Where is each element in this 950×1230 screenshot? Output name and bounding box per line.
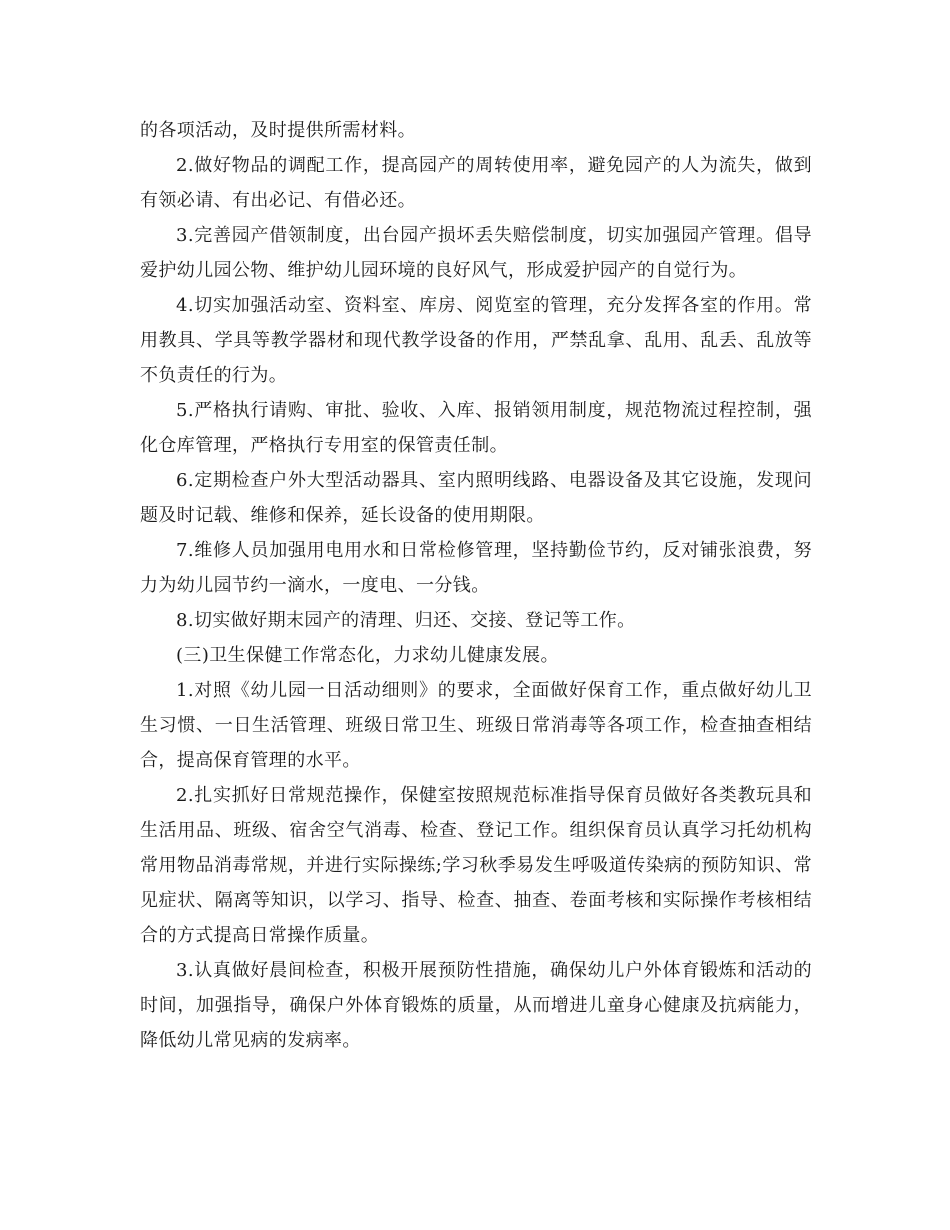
section-heading-health: (三)卫生保健工作常态化，力求幼儿健康发展。 <box>176 645 559 666</box>
document-body <box>140 113 812 1058</box>
paragraph-item-6-inspection: 6.定期检查户外大型活动器具、室内照明线路、电器设备及其它设施，发现问题及时记载、维修和保养，延长设备的使用期限。 <box>140 470 812 526</box>
paragraph-item-3-borrowing: 3.完善园产借领制度，出台园产损坏丢失赔偿制度，切实加强园产管理。倡导爱护幼儿园公物、维护幼儿园环境的良好风气，形成爱护园产的自觉行为。 <box>140 225 812 281</box>
paragraph-item-4-rooms: 4.切实加强活动室、资料室、库房、阅览室的管理，充分发挥各室的作用。常用教具、学具等教学器材和现代教学设备的作用，严禁乱拿、乱用、乱丢、乱放等不负责任的行为。 <box>140 295 812 386</box>
paragraph-continuation: 的各项活动，及时提供所需材料。 <box>140 120 416 141</box>
paragraph-health-item-1: 1.对照《幼儿园一日活动细则》的要求，全面做好保育工作，重点做好幼儿卫生习惯、一日生活管理、班级日常卫生、班级日常消毒等各项工作，检查抽查相结合，提高保育管理的水平。 <box>140 680 812 771</box>
paragraph-item-5-purchasing: 5.严格执行请购、审批、验收、入库、报销领用制度，规范物流过程控制，强化仓库管理，严格执行专用室的保管责任制。 <box>140 400 812 456</box>
paragraph-item-2-allocation: 2.做好物品的调配工作，提高园产的周转使用率，避免园产的人为流失，做到有领必请、有出必记、有借必还。 <box>140 155 812 211</box>
paragraph-health-item-3: 3.认真做好晨间检查，积极开展预防性措施，确保幼儿户外体育锻炼和活动的时间，加强指导，确保户外体育锻炼的质量，从而增进儿童身心健康及抗病能力，降低幼儿常见病的发病率。 <box>140 960 812 1051</box>
paragraph-health-item-2: 2.扎实抓好日常规范操作，保健室按照规范标准指导保育员做好各类教玩具和生活用品、班级、宿舍空气消毒、检查、登记工作。组织保育员认真学习托幼机构常用物品消毒常规，并进行实际操练;学习秋季易发生呼吸道传染病的预防知识、常见症状、隔离等知识，以学习、指导、检查、抽查、卷面考核和实际操作考核相结合的方式提高日常操作质量。 <box>140 785 812 946</box>
paragraph-item-7-maintenance: 7.维修人员加强用电用水和日常检修管理，坚持勤俭节约，反对铺张浪费，努力为幼儿园节约一滴水，一度电、一分钱。 <box>140 540 812 596</box>
paragraph-item-8-term-end: 8.切实做好期末园产的清理、归还、交接、登记等工作。 <box>176 610 636 631</box>
